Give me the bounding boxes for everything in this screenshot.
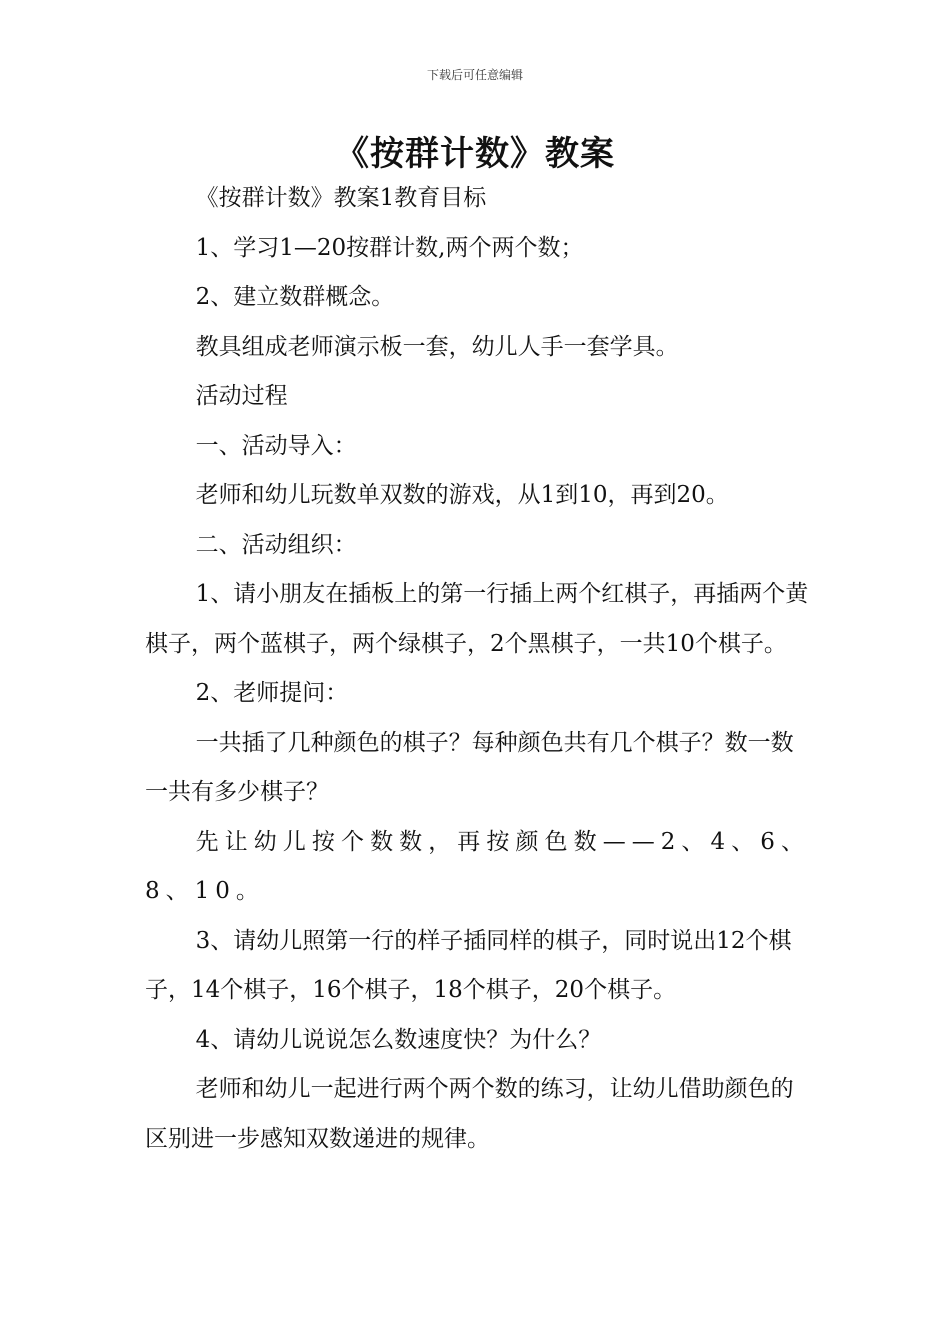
- paragraph: 一、活动导入：: [195, 432, 357, 459]
- paragraph: 活动过程: [195, 383, 288, 409]
- header-note: 下载后可任意编辑: [426, 68, 523, 82]
- document-title: 《按群计数》教案: [335, 134, 615, 174]
- paragraph: 2、建立数群概念。: [195, 284, 395, 310]
- paragraph: 二、活动组织：: [195, 531, 357, 558]
- paragraph: 3、请幼儿照第一行的样子插同样的棋子，同时说出12个棋子，14个棋子，16个棋子，18个棋子，20个棋子。: [145, 927, 792, 1003]
- paragraph: 老师和幼儿玩数单双数的游戏，从1到10，再到20。: [195, 482, 729, 508]
- paragraph: 一共插了几种颜色的棋子？每种颜色共有几个棋子？数一数一共有多少棋子？: [145, 729, 794, 805]
- paragraph: 2、老师提问：: [195, 680, 349, 706]
- paragraph: 教具组成老师演示板一套，幼儿人手一套学具。: [195, 333, 679, 360]
- paragraph: 《按群计数》教案1教育目标: [195, 185, 487, 211]
- paragraph: 老师和幼儿一起进行两个两个数的练习，让幼儿借助颜色的区别进一步感知双数递进的规律。: [145, 1076, 794, 1152]
- document-body: [145, 174, 810, 1164]
- paragraph: 先让幼儿按个数数，再按颜色数——2、4、6、8、10。: [145, 828, 810, 904]
- paragraph: 4、请幼儿说说怎么数速度快？为什么？: [195, 1026, 602, 1053]
- paragraph: 1、请小朋友在插板上的第一行插上两个红棋子，再插两个黄棋子，两个蓝棋子，两个绿棋子，2个黑棋子，一共10个棋子。: [145, 581, 809, 657]
- paragraph: 1、学习1—20按群计数,两个两个数；: [195, 234, 584, 261]
